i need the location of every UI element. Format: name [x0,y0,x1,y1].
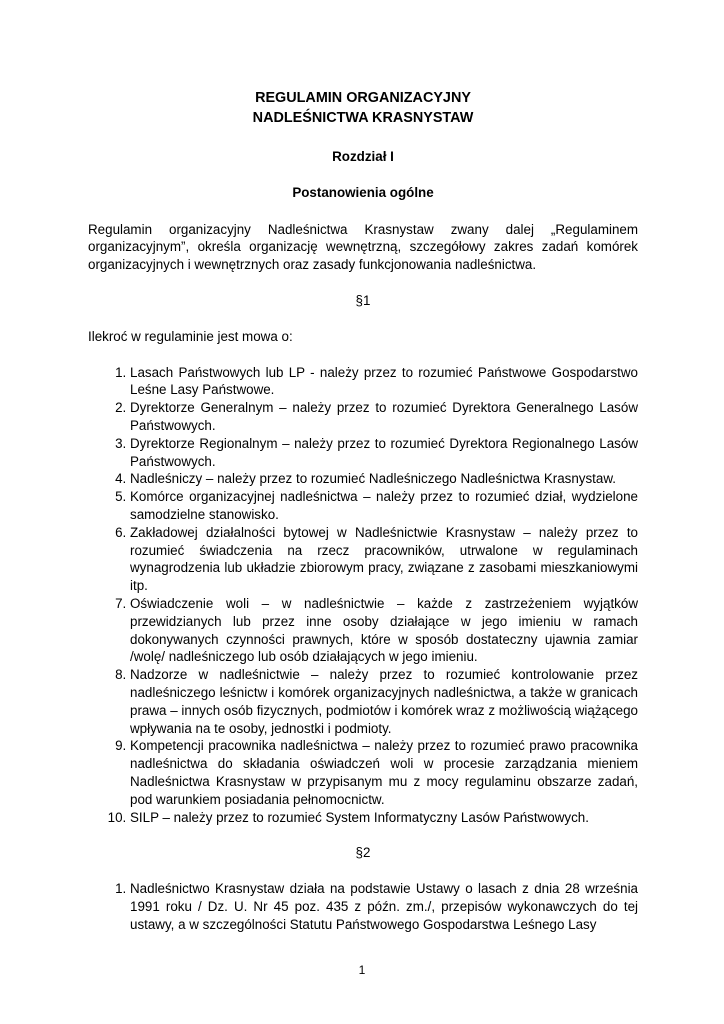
list-item: 6. Zakładowej działalności bytowej w Nadleśnictwie Krasnystaw – należy przez to rozumieć świadczenia na rzecz pracowników, utrwalone w regulaminach wynagrodzenia lub układzie zbiorowym pracy, związane z zasobami mieszkaniowymi itp. [130,524,638,595]
page-number: 1 [358,963,366,977]
section-1-lead: Ilekroć w regulaminie jest mowa o: [88,328,293,344]
list-item: 10. SILP – należy przez to rozumieć System Informatyczny Lasów Państwowych. [130,809,638,827]
document-page [88,88,638,933]
section-mark-2: §2 [355,845,371,861]
chapter-heading: Rozdział I [332,149,394,164]
list-item: 2. Dyrektorze Generalnym – należy przez to rozumieć Dyrektora Generalnego Lasów Państwowych. [130,399,638,435]
chapter-name: Postanowienia ogólne [292,184,434,200]
list-item: 5. Komórce organizacyjnej nadleśnictwa – należy przez to rozumieć dział, wydzielone samodzielne stanowisko. [130,488,638,524]
section-mark-1: §1 [355,292,371,308]
list-item: 9. Kompetencji pracownika nadleśnictwa – należy przez to rozumieć prawo pracownika nadleśnictwa do składania oświadczeń woli w procesie zarządzania mieniem Nadleśnictwa Krasnystaw w przypisanym mu z mocy regulaminu obszarze zadań, pod warunkiem posiadania pełnomocnictw. [130,737,638,808]
list-item: 1. Lasach Państwowych lub LP - należy przez to rozumieć Państwowe Gospodarstwo Leśne Lasy Państwowe. [130,364,638,400]
list-item: 7. Oświadczenie woli – w nadleśnictwie – każde z zastrzeżeniem wyjątków przewidzianych lub przez inne osoby działające w jego imieniu w ramach dokonywanych czynności prawnych, które w sposób dostateczny ujawnia zamiar /wolę/ nadleśniczego lub osób działających w jego imieniu. [130,595,638,666]
title-line-1: REGULAMIN ORGANIZACYJNY [255,90,471,106]
list-item: 8. Nadzorze w nadleśnictwie – należy przez to rozumieć kontrolowanie przez nadleśniczego leśnictw i komórek organizacyjnych nadleśnictwa, a także w granicach prawa – innych osób fizycznych, podmiotów i komórek wraz z możliwością wiążącego wpływania na te osoby, jednostki i podmioty. [130,666,638,737]
intro-paragraph: Regulamin organizacyjny Nadleśnictwa Krasnystaw zwany dalej „Regulaminem organizacyjnym”, określa organizację wewnętrzną, szczegółowy zakres zadań komórek organizacyjnych i wewnętrznych oraz zasady funkcjonowania nadleśnictwa. [88,221,638,273]
list-item: 1. Nadleśnictwo Krasnystaw działa na podstawie Ustawy o lasach z dnia 28 września 1991 roku / Dz. U. Nr 45 poz. 435 z późn. zm./, przepisów wykonawczych do tej ustawy, a w szczególności Statutu Państwowego Gospodarstwa Leśnego Lasy [130,880,638,933]
section-2-list [88,880,638,933]
document-title [88,88,638,128]
list-item: 4. Nadleśniczy – należy przez to rozumieć Nadleśniczego Nadleśnictwa Krasnystaw. [130,470,638,488]
title-line-2: NADLEŚNICTWA KRASNYSTAW [252,110,474,126]
section-1-list [88,364,638,827]
list-item: 3. Dyrektorze Regionalnym – należy przez to rozumieć Dyrektora Regionalnego Lasów Państwowych. [130,435,638,471]
